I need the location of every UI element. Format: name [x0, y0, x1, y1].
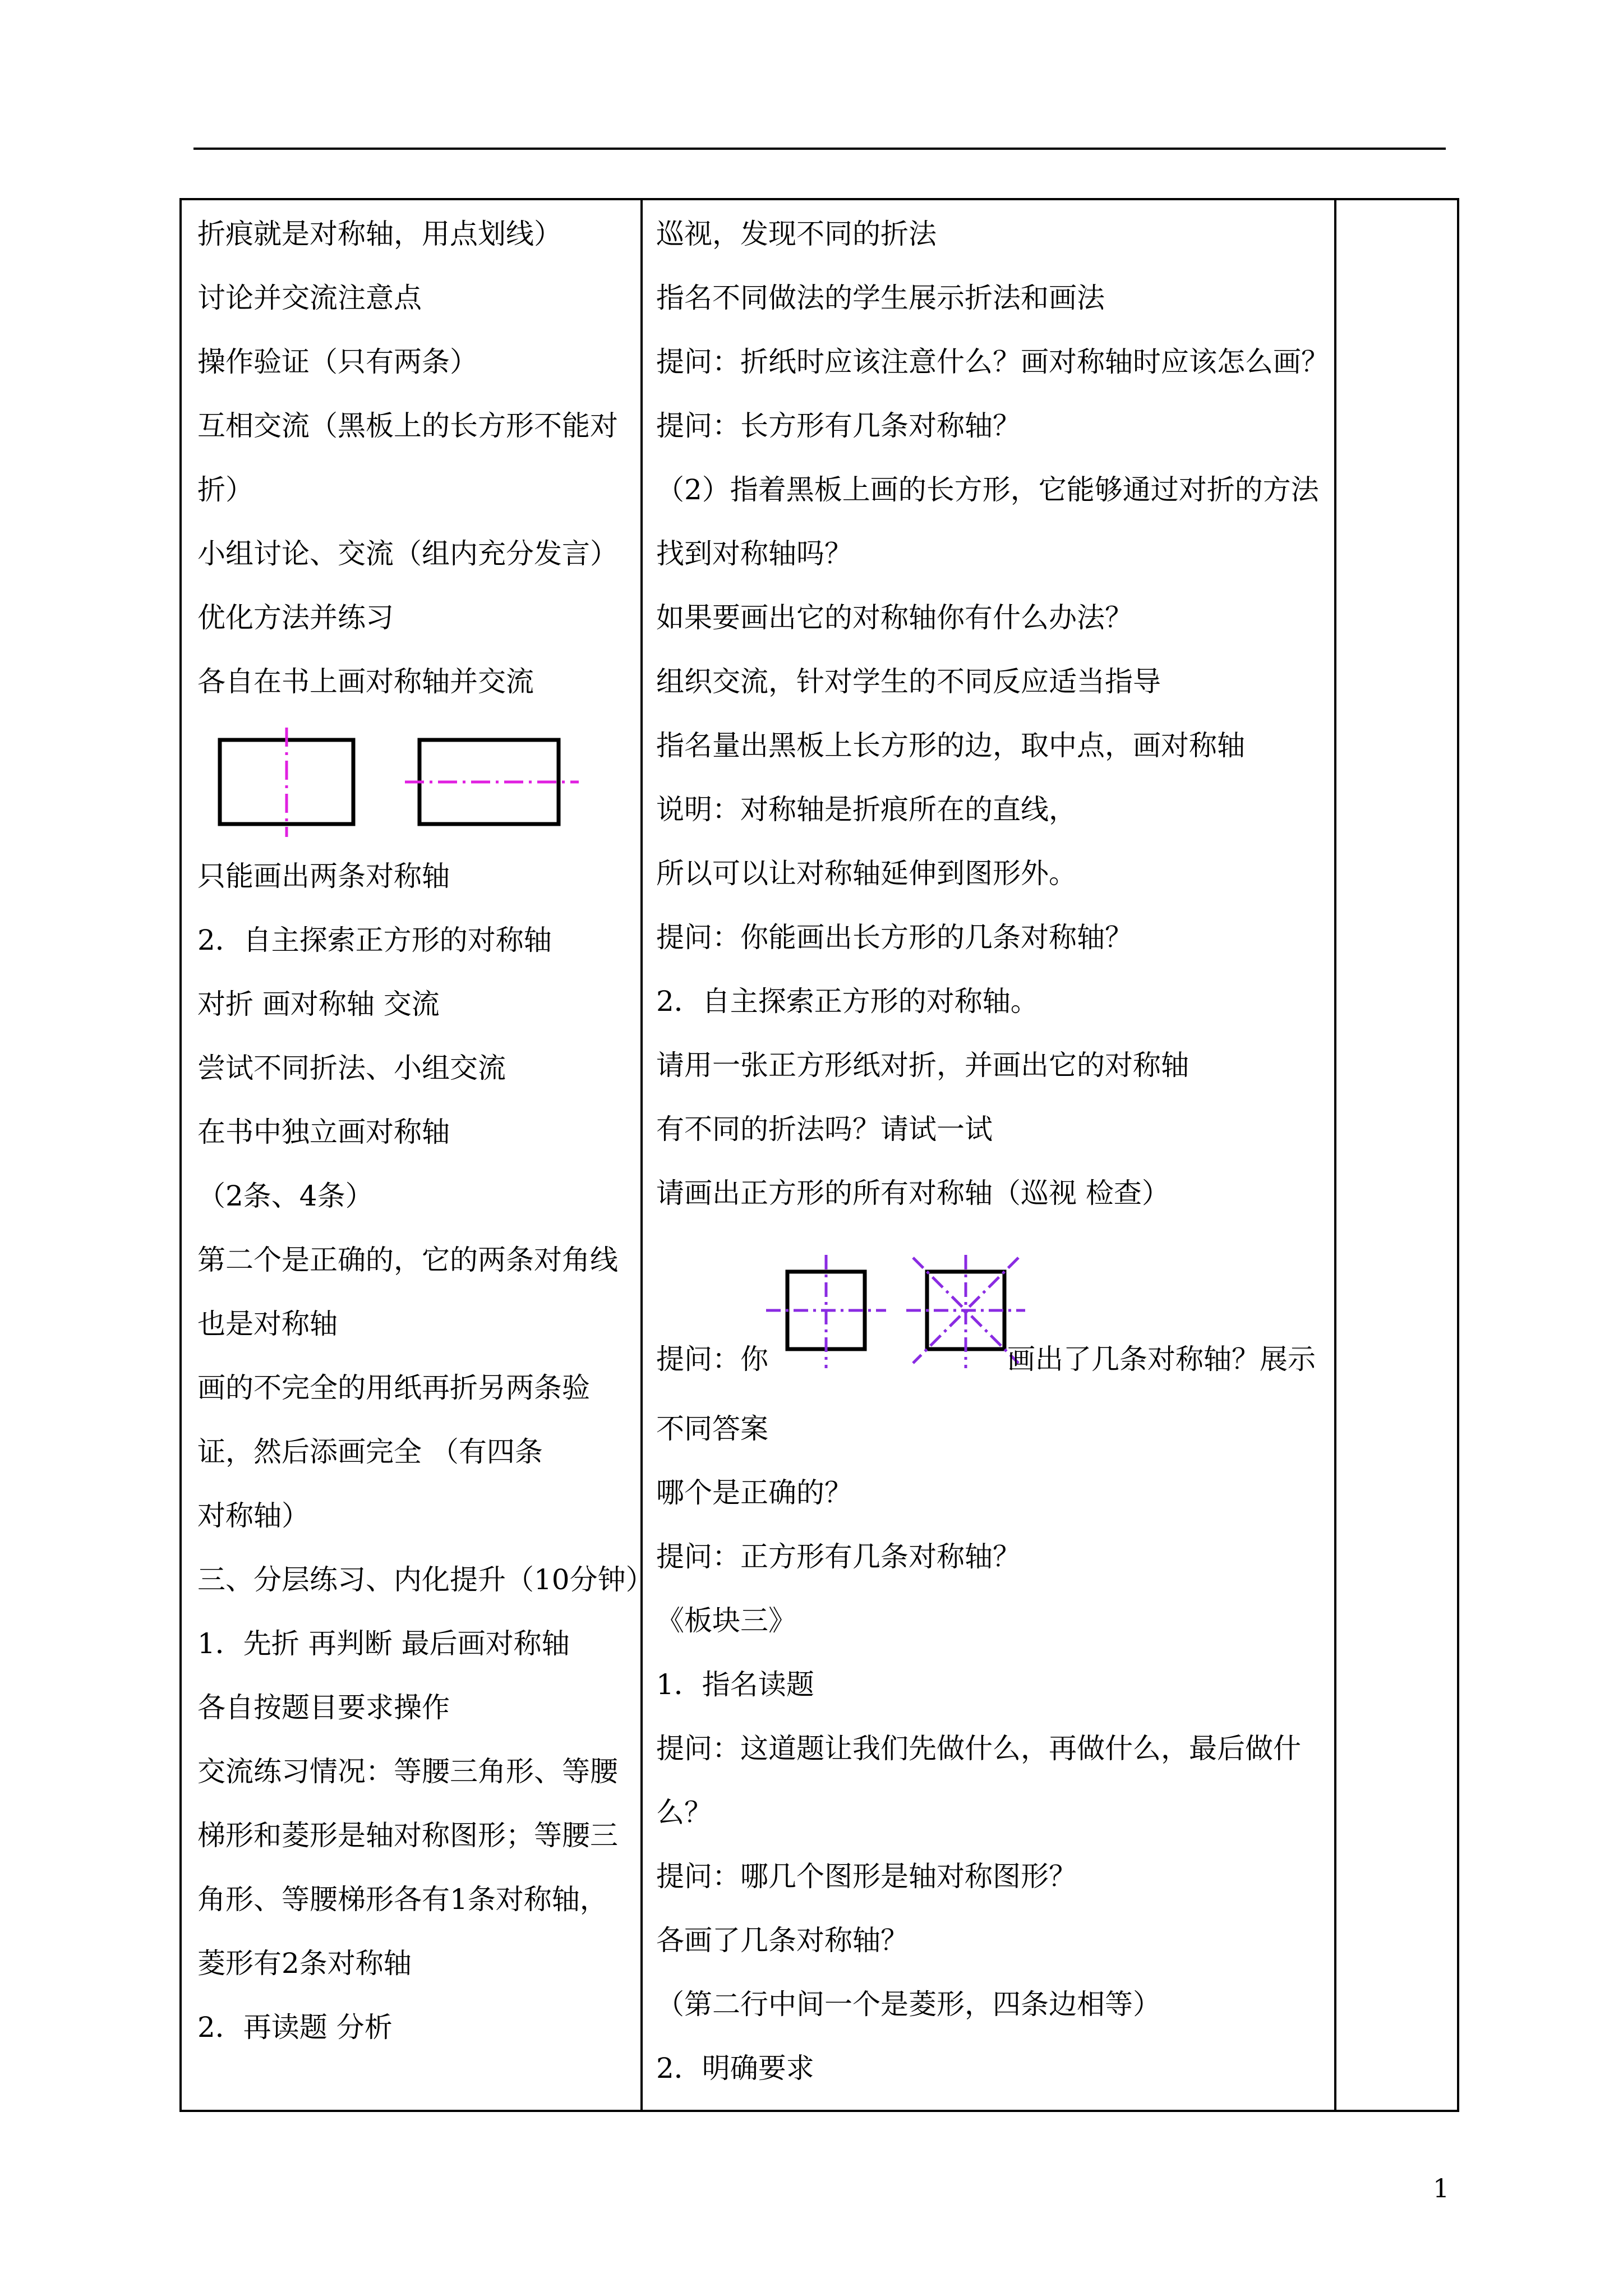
- left-line: 折）: [197, 473, 253, 506]
- middle-line: 不同答案: [656, 1412, 768, 1445]
- middle-line: 提问：长方形有几条对称轴？: [656, 409, 1021, 442]
- middle-line: 有不同的折法吗？请试一试: [656, 1113, 993, 1145]
- left-line: 各自按题目要求操作: [197, 1691, 450, 1724]
- middle-line: 提问：正方形有几条对称轴？: [656, 1540, 1021, 1573]
- left-line: 操作验证（只有两条）: [197, 346, 478, 378]
- left-line: 画的不完全的用纸再折另两条验: [197, 1372, 590, 1404]
- middle-line: 么？: [656, 1796, 712, 1829]
- right-column-empty: [1336, 200, 1457, 2110]
- middle-line: 《板块三》: [656, 1604, 796, 1637]
- left-line: 2．自主探索正方形的对称轴: [197, 924, 552, 956]
- left-line: 角形、等腰梯形各有1条对称轴，: [197, 1883, 608, 1916]
- left-line: 交流练习情况：等腰三角形、等腰: [197, 1755, 618, 1788]
- middle-line: 1．指名读题: [656, 1668, 814, 1701]
- middle-line: 提问：折纸时应该注意什么？画对称轴时应该怎么画？: [656, 346, 1329, 378]
- middle-line: 2．明确要求: [656, 2052, 814, 2085]
- left-line: 各自在书上画对称轴并交流: [197, 665, 534, 698]
- left-line: 只能画出两条对称轴: [197, 860, 450, 892]
- header-rule: [193, 148, 1446, 150]
- page-number: 1: [1433, 2173, 1450, 2203]
- middle-line: （2）指着黑板上画的长方形，它能够通过对折的方法: [656, 473, 1319, 506]
- left-line: 1．先折 再判断 最后画对称轴: [197, 1627, 570, 1660]
- square-axes-figure: [766, 1244, 1030, 1378]
- middle-line: 2．自主探索正方形的对称轴。: [656, 985, 1039, 1018]
- middle-line: （第二行中间一个是菱形，四条边相等）: [656, 1988, 1161, 2021]
- left-line: 2．再读题 分析: [197, 2011, 393, 2044]
- left-line: 小组讨论、交流（组内充分发言）: [197, 537, 618, 570]
- lesson-table: [179, 198, 1459, 2112]
- column-divider-1: [640, 200, 643, 2110]
- left-line: 菱形有2条对称轴: [197, 1947, 412, 1980]
- middle-line: 找到对称轴吗？: [656, 537, 852, 570]
- middle-line: 提问：你能画出长方形的几条对称轴？: [656, 921, 1133, 954]
- middle-line: 所以可以让对称轴延伸到图形外。: [656, 857, 1077, 890]
- left-line: 也是对称轴: [197, 1308, 338, 1340]
- middle-line: 各画了几条对称轴？: [656, 1924, 909, 1957]
- middle-line: 哪个是正确的？: [656, 1476, 852, 1509]
- left-line: 优化方法并练习: [197, 601, 394, 634]
- left-line: 对折 画对称轴 交流: [197, 988, 440, 1020]
- left-line: 讨论并交流注意点: [197, 282, 422, 314]
- middle-line: 指名不同做法的学生展示折法和画法: [656, 282, 1105, 314]
- middle-line: 如果要画出它的对称轴你有什么办法？: [656, 601, 1133, 634]
- middle-line: 巡视，发现不同的折法: [656, 218, 937, 250]
- left-line: 在书中独立画对称轴: [197, 1116, 450, 1148]
- left-line: 折痕就是对称轴，用点划线）: [197, 218, 562, 250]
- left-line: 证，然后添画完全 （有四条: [197, 1435, 543, 1468]
- left-line: 梯形和菱形是轴对称图形；等腰三: [197, 1819, 618, 1852]
- middle-line: 指名量出黑板上长方形的边，取中点，画对称轴: [656, 729, 1245, 762]
- middle-line: 提问：这道题让我们先做什么，再做什么，最后做什: [656, 1732, 1301, 1765]
- middle-line: 说明：对称轴是折痕所在的直线，: [656, 793, 1077, 826]
- middle-line: 提问：哪几个图形是轴对称图形？: [656, 1860, 1077, 1893]
- question-prefix: 提问：你: [656, 1343, 768, 1375]
- middle-line: 请画出正方形的所有对称轴（巡视 检查）: [656, 1177, 1170, 1209]
- left-line: 对称轴）: [197, 1499, 310, 1532]
- middle-line: 请用一张正方形纸对折，并画出它的对称轴: [656, 1049, 1189, 1082]
- left-line: 第二个是正确的，它的两条对角线: [197, 1244, 618, 1276]
- middle-line: 组织交流，针对学生的不同反应适当指导: [656, 665, 1161, 698]
- rectangle-axes-figure: [197, 722, 590, 840]
- left-line: （2条、4条）: [197, 1180, 374, 1212]
- left-line: 互相交流（黑板上的长方形不能对: [197, 409, 618, 442]
- left-line: 尝试不同折法、小组交流: [197, 1052, 506, 1084]
- left-line: 三、分层练习、内化提升（10分钟）: [197, 1563, 654, 1596]
- question-suffix: 画出了几条对称轴？展示: [1007, 1343, 1316, 1375]
